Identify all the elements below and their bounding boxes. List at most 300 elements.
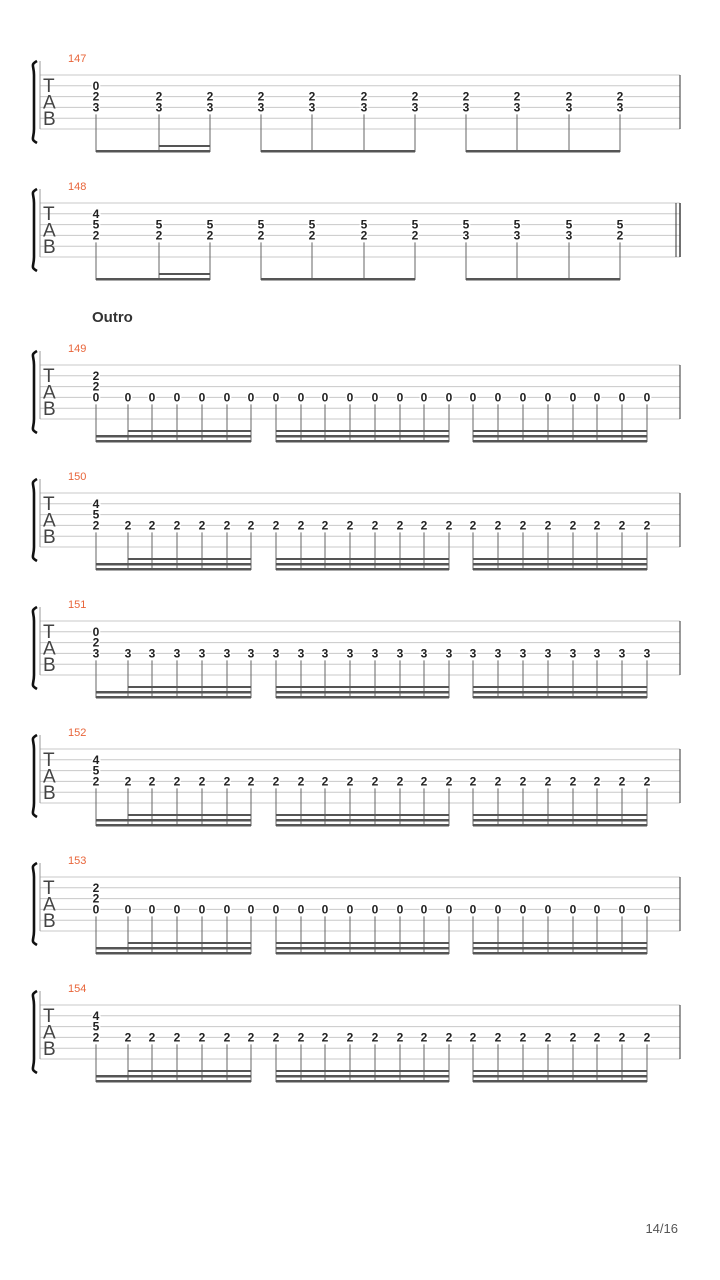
fret-number: 2 <box>92 368 100 383</box>
tab-clef-letter: A <box>43 766 56 788</box>
fret-number: 0 <box>494 390 502 405</box>
fret-number: 5 <box>565 217 573 232</box>
fret-number: 2 <box>371 1030 379 1045</box>
fret-number: 3 <box>411 100 419 115</box>
beam <box>473 824 647 827</box>
tab-clef-letter: A <box>43 92 56 114</box>
fret-number: 2 <box>92 228 100 243</box>
beam-secondary <box>276 819 449 822</box>
fret-number: 2 <box>616 89 624 104</box>
fret-number: 3 <box>206 100 214 115</box>
fret-number: 2 <box>247 1030 255 1045</box>
fret-number: 2 <box>643 518 651 533</box>
fret-number: 3 <box>148 646 156 661</box>
tab-clef-letter: T <box>43 622 55 643</box>
fret-number: 3 <box>616 100 624 115</box>
beam <box>473 1080 647 1083</box>
beam-secondary <box>473 563 647 566</box>
beam-secondary <box>473 819 647 822</box>
fret-number: 3 <box>519 646 527 661</box>
fret-number: 3 <box>469 646 477 661</box>
fret-number: 0 <box>272 902 280 917</box>
measure-number: 154 <box>68 983 87 995</box>
fret-number: 5 <box>462 217 470 232</box>
beam-tertiary <box>276 1070 449 1072</box>
staff-bracket-icon <box>33 735 37 817</box>
fret-number: 2 <box>92 379 100 394</box>
beam-secondary <box>473 947 647 950</box>
beam <box>473 440 647 443</box>
beam <box>473 696 647 699</box>
tab-clef-letter: A <box>43 510 56 532</box>
fret-number: 3 <box>494 646 502 661</box>
fret-number: 2 <box>92 518 100 533</box>
beam <box>96 696 251 699</box>
fret-number: 0 <box>247 390 255 405</box>
beam <box>276 568 449 571</box>
beam <box>96 150 210 153</box>
fret-number: 0 <box>92 902 100 917</box>
fret-number: 3 <box>92 100 100 115</box>
beam-tertiary <box>473 942 647 944</box>
beam-secondary <box>128 691 251 694</box>
fret-number: 2 <box>445 1030 453 1045</box>
fret-number: 2 <box>494 518 502 533</box>
fret-number: 0 <box>297 390 305 405</box>
fret-number: 0 <box>198 902 206 917</box>
fret-number: 2 <box>396 518 404 533</box>
beam-tertiary <box>128 1070 251 1072</box>
tab-clef-letter: T <box>43 494 55 515</box>
fret-number: 0 <box>272 390 280 405</box>
section-label-outro: Outro <box>92 309 133 326</box>
staff-bracket-icon <box>33 863 37 945</box>
beam-partial <box>96 1075 128 1078</box>
tab-clef-letter: B <box>43 1039 56 1060</box>
beam-secondary <box>128 819 251 822</box>
tab-clef-letter: B <box>43 237 56 258</box>
beam-tertiary <box>473 1070 647 1072</box>
fret-number: 4 <box>92 752 100 767</box>
beam-tertiary <box>276 942 449 944</box>
fret-number: 2 <box>173 1030 181 1045</box>
beam-secondary <box>128 563 251 566</box>
measure-number: 153 <box>68 855 87 867</box>
beam-partial <box>96 947 128 950</box>
fret-number: 5 <box>92 507 100 522</box>
tab-clef-letter: A <box>43 382 56 404</box>
fret-number: 2 <box>247 518 255 533</box>
fret-number: 3 <box>360 100 368 115</box>
measure-number: 147 <box>68 53 87 65</box>
fret-number: 2 <box>92 635 100 650</box>
fret-number: 2 <box>411 228 419 243</box>
beam <box>473 952 647 955</box>
tab-clef-letter: T <box>43 366 55 387</box>
fret-number: 2 <box>643 774 651 789</box>
fret-number: 4 <box>92 496 100 511</box>
fret-number: 2 <box>124 518 132 533</box>
fret-number: 2 <box>297 1030 305 1045</box>
tab-clef-letter: B <box>43 527 56 548</box>
fret-number: 2 <box>618 518 626 533</box>
fret-number: 2 <box>173 774 181 789</box>
fret-number: 0 <box>469 390 477 405</box>
beam <box>96 1080 251 1083</box>
beam-tertiary <box>128 942 251 944</box>
fret-number: 3 <box>565 228 573 243</box>
fret-number: 0 <box>618 390 626 405</box>
fret-number: 5 <box>155 217 163 232</box>
fret-number: 2 <box>198 518 206 533</box>
fret-number: 0 <box>420 902 428 917</box>
fret-number: 3 <box>513 100 521 115</box>
staff-bracket-icon <box>33 351 37 433</box>
fret-number: 2 <box>593 774 601 789</box>
fret-number: 0 <box>618 902 626 917</box>
fret-number: 3 <box>321 646 329 661</box>
fret-number: 4 <box>92 206 100 221</box>
tab-clef-letter: T <box>43 76 55 97</box>
beam-tertiary <box>473 558 647 560</box>
tab-clef-letter: B <box>43 783 56 804</box>
fret-number: 2 <box>569 774 577 789</box>
fret-number: 2 <box>206 89 214 104</box>
fret-number: 2 <box>92 891 100 906</box>
fret-number: 2 <box>272 774 280 789</box>
beam-partial <box>96 819 128 822</box>
fret-number: 0 <box>124 902 132 917</box>
fret-number: 2 <box>469 774 477 789</box>
fret-number: 2 <box>148 774 156 789</box>
fret-number: 0 <box>148 902 156 917</box>
beam-secondary <box>128 947 251 950</box>
fret-number: 2 <box>124 774 132 789</box>
fret-number: 3 <box>272 646 280 661</box>
beam-tertiary <box>276 686 449 688</box>
beam-partial <box>159 145 210 147</box>
fret-number: 3 <box>257 100 265 115</box>
fret-number: 3 <box>247 646 255 661</box>
fret-number: 0 <box>420 390 428 405</box>
fret-number: 2 <box>148 518 156 533</box>
beam <box>276 824 449 827</box>
beam <box>261 278 415 281</box>
fret-number: 0 <box>223 390 231 405</box>
fret-number: 2 <box>173 518 181 533</box>
fret-number: 0 <box>346 902 354 917</box>
beam-partial <box>159 273 210 275</box>
fret-number: 0 <box>148 390 156 405</box>
fret-number: 3 <box>462 100 470 115</box>
tab-clef-letter: T <box>43 1006 55 1027</box>
beam <box>276 696 449 699</box>
fret-number: 0 <box>198 390 206 405</box>
fret-number: 2 <box>618 1030 626 1045</box>
beam <box>261 150 415 153</box>
fret-number: 2 <box>321 518 329 533</box>
beam <box>96 440 251 443</box>
fret-number: 2 <box>544 774 552 789</box>
beam-tertiary <box>473 814 647 816</box>
staff-bracket-icon <box>33 991 37 1073</box>
beam <box>473 568 647 571</box>
fret-number: 2 <box>346 774 354 789</box>
fret-number: 2 <box>371 518 379 533</box>
beam <box>276 440 449 443</box>
beam-secondary <box>128 435 251 438</box>
beam-tertiary <box>128 814 251 816</box>
fret-number: 3 <box>618 646 626 661</box>
fret-number: 0 <box>469 902 477 917</box>
fret-number: 0 <box>445 390 453 405</box>
fret-number: 4 <box>92 1008 100 1023</box>
fret-number: 3 <box>420 646 428 661</box>
fret-number: 2 <box>124 1030 132 1045</box>
beam <box>96 278 210 281</box>
beam-secondary <box>128 1075 251 1078</box>
fret-number: 2 <box>544 518 552 533</box>
fret-number: 2 <box>494 1030 502 1045</box>
beam <box>466 150 620 153</box>
fret-number: 2 <box>223 518 231 533</box>
fret-number: 2 <box>618 774 626 789</box>
fret-number: 3 <box>198 646 206 661</box>
fret-number: 3 <box>593 646 601 661</box>
beam <box>96 568 251 571</box>
fret-number: 0 <box>124 390 132 405</box>
fret-number: 0 <box>371 902 379 917</box>
beam-tertiary <box>276 558 449 560</box>
measure-number: 150 <box>68 471 87 483</box>
tab-clef-letter: A <box>43 1022 56 1044</box>
fret-number: 3 <box>462 228 470 243</box>
tab-clef-letter: B <box>43 399 56 420</box>
fret-number: 2 <box>371 774 379 789</box>
fret-number: 0 <box>173 390 181 405</box>
fret-number: 2 <box>565 89 573 104</box>
fret-number: 2 <box>420 518 428 533</box>
staff-bracket-icon <box>33 189 37 271</box>
fret-number: 3 <box>155 100 163 115</box>
fret-number: 2 <box>544 1030 552 1045</box>
fret-number: 2 <box>257 228 265 243</box>
fret-number: 3 <box>544 646 552 661</box>
fret-number: 3 <box>445 646 453 661</box>
fret-number: 0 <box>371 390 379 405</box>
fret-number: 2 <box>569 1030 577 1045</box>
fret-number: 2 <box>155 89 163 104</box>
fret-number: 2 <box>469 1030 477 1045</box>
fret-number: 2 <box>321 774 329 789</box>
fret-number: 3 <box>124 646 132 661</box>
tab-clef-letter: B <box>43 109 56 130</box>
fret-number: 0 <box>445 902 453 917</box>
fret-number: 2 <box>297 518 305 533</box>
fret-number: 2 <box>321 1030 329 1045</box>
fret-number: 2 <box>445 774 453 789</box>
fret-number: 3 <box>643 646 651 661</box>
fret-number: 2 <box>513 89 521 104</box>
fret-number: 2 <box>308 89 316 104</box>
fret-number: 5 <box>513 217 521 232</box>
fret-number: 5 <box>308 217 316 232</box>
beam-secondary <box>473 435 647 438</box>
beam <box>96 952 251 955</box>
fret-number: 2 <box>346 1030 354 1045</box>
fret-number: 0 <box>396 390 404 405</box>
fret-number: 0 <box>544 390 552 405</box>
fret-number: 3 <box>396 646 404 661</box>
beam-tertiary <box>276 430 449 432</box>
fret-number: 3 <box>297 646 305 661</box>
fret-number: 0 <box>593 390 601 405</box>
beam-tertiary <box>276 814 449 816</box>
fret-number: 0 <box>569 390 577 405</box>
fret-number: 2 <box>198 1030 206 1045</box>
measure-number: 148 <box>68 181 87 193</box>
fret-number: 2 <box>519 1030 527 1045</box>
staff-bracket-icon <box>33 479 37 561</box>
beam-partial <box>96 691 128 694</box>
beam-partial <box>96 563 128 566</box>
fret-number: 2 <box>272 518 280 533</box>
fret-number: 2 <box>360 89 368 104</box>
fret-number: 2 <box>92 774 100 789</box>
fret-number: 0 <box>321 902 329 917</box>
fret-number: 2 <box>272 1030 280 1045</box>
fret-number: 2 <box>462 89 470 104</box>
beam-tertiary <box>128 686 251 688</box>
fret-number: 0 <box>321 390 329 405</box>
fret-number: 2 <box>643 1030 651 1045</box>
fret-number: 0 <box>519 390 527 405</box>
fret-number: 2 <box>469 518 477 533</box>
fret-number: 2 <box>198 774 206 789</box>
staff-bracket-icon <box>33 607 37 689</box>
beam <box>276 952 449 955</box>
fret-number: 3 <box>223 646 231 661</box>
fret-number: 2 <box>519 774 527 789</box>
fret-number: 0 <box>92 78 100 93</box>
fret-number: 0 <box>643 902 651 917</box>
tab-clef-letter: A <box>43 220 56 242</box>
page-number: 14/16 <box>645 1221 678 1236</box>
beam-secondary <box>276 947 449 950</box>
fret-number: 2 <box>223 1030 231 1045</box>
fret-number: 2 <box>346 518 354 533</box>
fret-number: 2 <box>92 89 100 104</box>
fret-number: 2 <box>593 518 601 533</box>
beam <box>96 824 251 827</box>
fret-number: 0 <box>569 902 577 917</box>
fret-number: 2 <box>92 1030 100 1045</box>
beam-tertiary <box>473 430 647 432</box>
beam-secondary <box>473 691 647 694</box>
fret-number: 5 <box>411 217 419 232</box>
measure-number: 152 <box>68 727 87 739</box>
fret-number: 0 <box>223 902 231 917</box>
fret-number: 0 <box>346 390 354 405</box>
tab-clef-letter: B <box>43 655 56 676</box>
tab-clef-letter: T <box>43 204 55 225</box>
fret-number: 0 <box>92 624 100 639</box>
fret-number: 2 <box>445 518 453 533</box>
fret-number: 3 <box>371 646 379 661</box>
fret-number: 0 <box>173 902 181 917</box>
fret-number: 3 <box>565 100 573 115</box>
beam-secondary <box>473 1075 647 1078</box>
fret-number: 2 <box>616 228 624 243</box>
beam-secondary <box>276 563 449 566</box>
beam-tertiary <box>128 430 251 432</box>
beam-tertiary <box>128 558 251 560</box>
fret-number: 2 <box>411 89 419 104</box>
measure-number: 149 <box>68 343 87 355</box>
tab-clef-letter: B <box>43 911 56 932</box>
fret-number: 5 <box>92 763 100 778</box>
fret-number: 0 <box>643 390 651 405</box>
fret-number: 3 <box>346 646 354 661</box>
fret-number: 0 <box>494 902 502 917</box>
fret-number: 5 <box>360 217 368 232</box>
tab-clef-letter: A <box>43 638 56 660</box>
staff-bracket-icon <box>33 61 37 143</box>
fret-number: 0 <box>247 902 255 917</box>
fret-number: 2 <box>420 774 428 789</box>
fret-number: 5 <box>92 1019 100 1034</box>
fret-number: 5 <box>257 217 265 232</box>
fret-number: 0 <box>593 902 601 917</box>
beam-secondary <box>276 1075 449 1078</box>
beam-partial <box>96 435 128 438</box>
fret-number: 2 <box>308 228 316 243</box>
measure-number: 151 <box>68 599 87 611</box>
fret-number: 2 <box>396 1030 404 1045</box>
fret-number: 3 <box>569 646 577 661</box>
fret-number: 3 <box>513 228 521 243</box>
fret-number: 2 <box>569 518 577 533</box>
fret-number: 2 <box>257 89 265 104</box>
fret-number: 2 <box>360 228 368 243</box>
fret-number: 2 <box>519 518 527 533</box>
fret-number: 3 <box>308 100 316 115</box>
tab-clef-letter: T <box>43 878 55 899</box>
fret-number: 3 <box>92 646 100 661</box>
beam-secondary <box>276 435 449 438</box>
fret-number: 5 <box>206 217 214 232</box>
fret-number: 2 <box>92 880 100 895</box>
fret-number: 2 <box>247 774 255 789</box>
fret-number: 5 <box>92 217 100 232</box>
tab-clef-letter: A <box>43 894 56 916</box>
fret-number: 2 <box>494 774 502 789</box>
fret-number: 2 <box>396 774 404 789</box>
fret-number: 2 <box>593 1030 601 1045</box>
fret-number: 0 <box>519 902 527 917</box>
fret-number: 0 <box>297 902 305 917</box>
fret-number: 2 <box>206 228 214 243</box>
fret-number: 2 <box>155 228 163 243</box>
fret-number: 2 <box>420 1030 428 1045</box>
fret-number: 5 <box>616 217 624 232</box>
fret-number: 0 <box>396 902 404 917</box>
beam <box>276 1080 449 1083</box>
tab-clef-letter: T <box>43 750 55 771</box>
fret-number: 2 <box>148 1030 156 1045</box>
beam-tertiary <box>473 686 647 688</box>
fret-number: 2 <box>297 774 305 789</box>
